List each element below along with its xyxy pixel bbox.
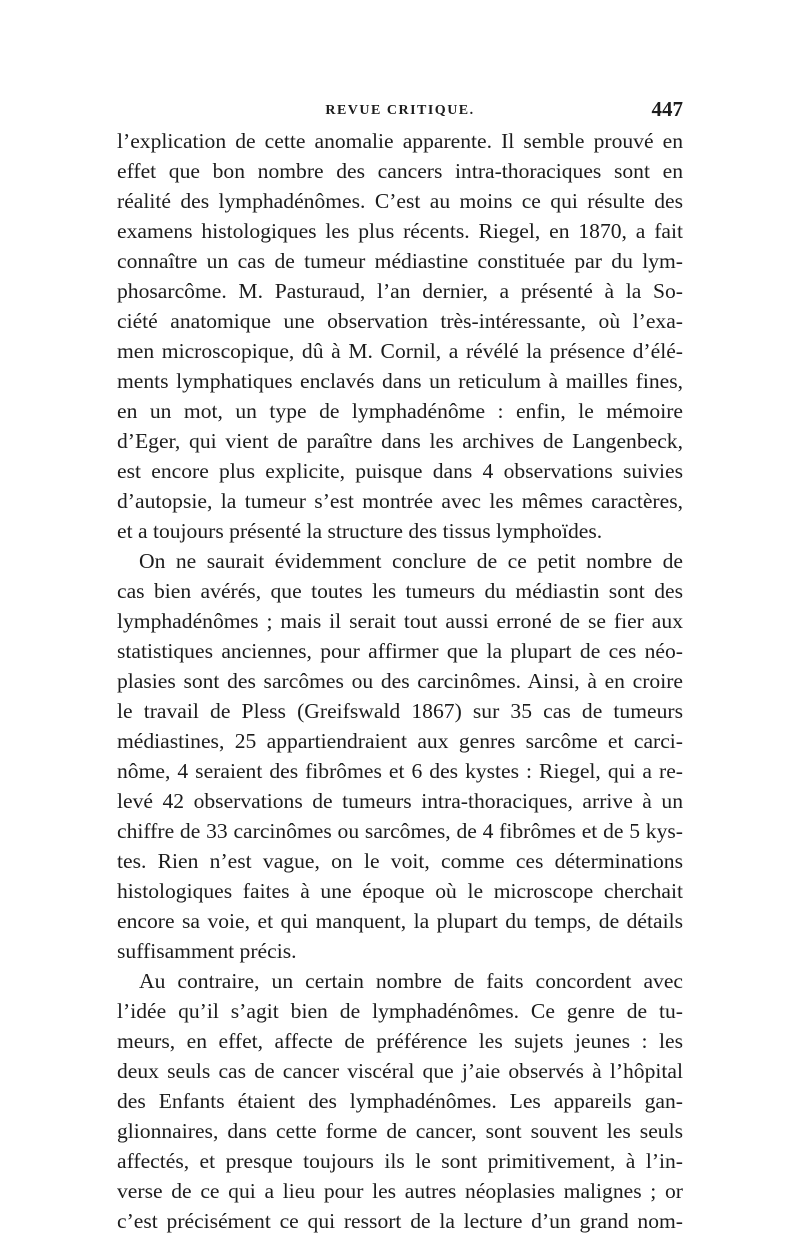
text-line: plasies sont des sarcômes ou des carcinômes. Ainsi, à en croire [117, 669, 683, 693]
paragraph-3 [117, 966, 683, 1236]
text-line: On ne saurait évidemment conclure de ce petit nombre de [139, 549, 683, 573]
text-line: effet que bon nombre des cancers intra-thoraciques sont en [117, 159, 683, 183]
text-line: ciété anatomique une observation très-intéressante, où l’exa- [117, 309, 683, 333]
text-line: c’est précisément ce qui ressort de la lecture d’un grand nom- [117, 1209, 683, 1233]
text-line: suffisamment précis. [117, 939, 297, 963]
text-line: l’explication de cette anomalie apparente. Il semble prouvé en [117, 129, 683, 153]
text-line: d’Eger, qui vient de paraître dans les archives de Langenbeck, [117, 429, 683, 453]
text-line: le travail de Pless (Greifswald 1867) sur 35 cas de tumeurs [117, 699, 683, 723]
text-line: nôme, 4 seraient des fibrômes et 6 des kystes : Riegel, qui a re- [117, 759, 683, 783]
text-line: des Enfants étaient des lymphadénômes. Les appareils gan- [117, 1089, 683, 1113]
text-line: affectés, et presque toujours ils le sont primitivement, à l’in- [117, 1149, 683, 1173]
paragraph-2 [117, 546, 683, 966]
text-line: est encore plus explicite, puisque dans 4 observations suivies [117, 459, 683, 483]
text-line: connaître un cas de tumeur médiastine constituée par du lym- [117, 249, 683, 273]
text-line: chiffre de 33 carcinômes ou sarcômes, de 4 fibrômes et de 5 kys- [117, 819, 683, 843]
text-line: levé 42 observations de tumeurs intra-thoraciques, arrive à un [117, 789, 683, 813]
page-header [117, 95, 683, 125]
text-line: deux seuls cas de cancer viscéral que j’aie observés à l’hôpital [117, 1059, 683, 1083]
paragraph-1 [117, 126, 683, 546]
text-line: phosarcôme. M. Pasturaud, l’an dernier, a présenté à la So- [117, 279, 683, 303]
text-line: médiastines, 25 appartiendraient aux genres sarcôme et carci- [117, 729, 683, 753]
text-line: verse de ce qui a lieu pour les autres néoplasies malignes ; or [117, 1179, 683, 1203]
text-line: l’idée qu’il s’agit bien de lymphadénômes. Ce genre de tu- [117, 999, 683, 1023]
text-line: réalité des lymphadénômes. C’est au moins ce qui résulte des [117, 189, 683, 213]
text-line: statistiques anciennes, pour affirmer que la plupart de ces néo- [117, 639, 683, 663]
body-text [117, 126, 683, 1236]
text-line: Au contraire, un certain nombre de faits concordent avec [139, 969, 683, 993]
text-line: d’autopsie, la tumeur s’est montrée avec les mêmes caractères, [117, 489, 683, 513]
text-line: glionnaires, dans cette forme de cancer, sont souvent les seuls [117, 1119, 683, 1143]
text-line: et a toujours présenté la structure des tissus lymphoïdes. [117, 519, 603, 543]
page-number: 447 [651, 97, 683, 121]
text-line: cas bien avérés, que toutes les tumeurs du médiastin sont des [117, 579, 683, 603]
text-line: ments lymphatiques enclavés dans un reticulum à mailles fines, [117, 369, 683, 393]
text-line: histologiques faites à une époque où le microscope cherchait [117, 879, 683, 903]
text-line: en un mot, un type de lymphadénôme : enfin, le mémoire [117, 399, 683, 423]
running-title: REVUE CRITIQUE. [325, 103, 475, 118]
text-line: meurs, en effet, affecte de préférence les sujets jeunes : les [117, 1029, 683, 1053]
text-line: men microscopique, dû à M. Cornil, a révélé la présence d’élé- [117, 339, 683, 363]
text-line: tes. Rien n’est vague, on le voit, comme ces déterminations [117, 849, 683, 873]
text-line: encore sa voie, et qui manquent, la plupart du temps, de détails [117, 909, 683, 933]
text-line: examens histologiques les plus récents. Riegel, en 1870, a fait [117, 219, 683, 243]
text-line: lymphadénômes ; mais il serait tout aussi erroné de se fier aux [117, 609, 683, 633]
